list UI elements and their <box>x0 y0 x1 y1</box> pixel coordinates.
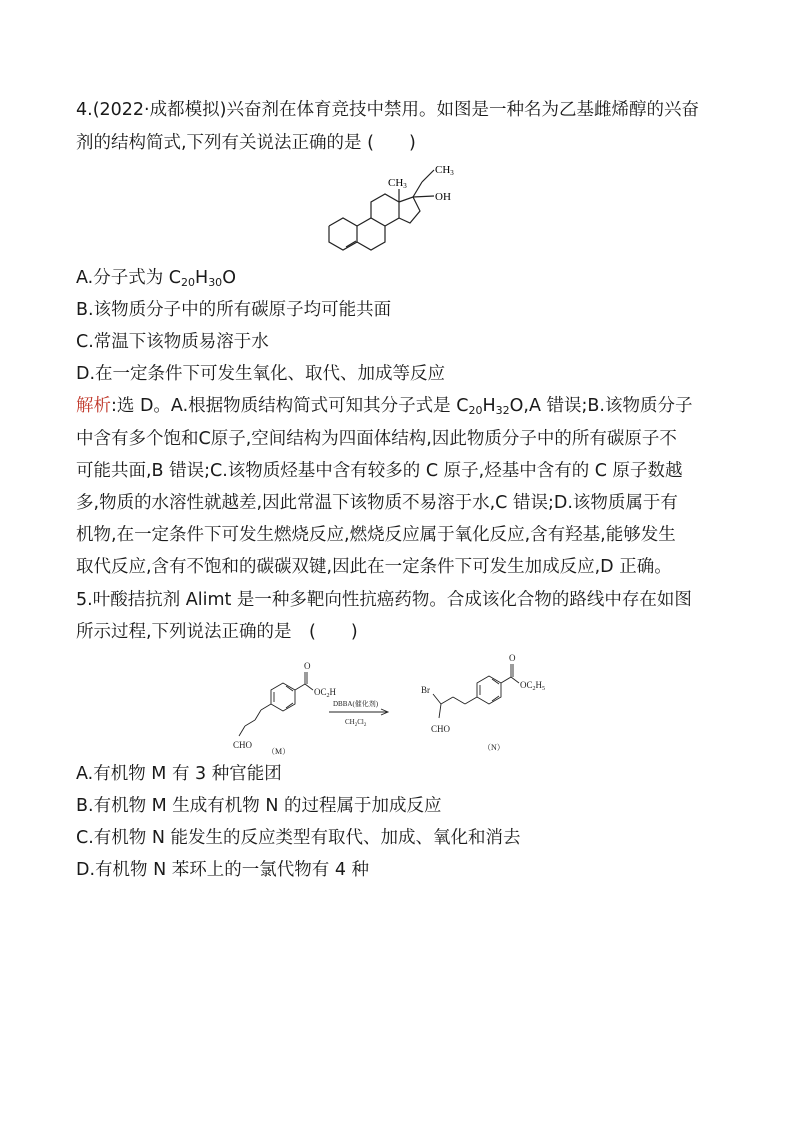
q5-option-c: C.有机物 N 能发生的反应类型有取代、加成、氧化和消去 <box>76 828 521 848</box>
q4-option-d: D.在一定条件下可发生氧化、取代、加成等反应 <box>76 364 446 384</box>
q5-option-d: D.有机物 N 苯环上的一氯代物有 4 种 <box>76 860 370 880</box>
q4-option-a: A.分子式为 $C_{20}H_{30}O$ <box>76 268 236 289</box>
n-ester-label: $OC_2H_5$ <box>520 680 546 692</box>
n-compound-label: （N） <box>483 743 505 752</box>
answer-label: 解析 <box>76 396 111 416</box>
m-carbonyl-o-label: O <box>304 661 311 671</box>
arrow-reagent-top: DBBA(催化剂) <box>333 700 379 708</box>
n-cho-label: CHO <box>431 724 451 734</box>
q4-answer-line-3: 可能共面,B 错误;C.该物质烃基中含有较多的 C 原子,烃基中含有的 C 原子数越 <box>76 461 683 481</box>
q4-answer-line-4: 多,物质的水溶性就越差,因此常温下该物质不易溶于水,C 错误;D.该物质属于有 <box>76 493 678 513</box>
ch3-top-label: CH3 <box>435 164 454 177</box>
q4-answer-line-2: 中含有多个饱和C原子,空间结构为四面体结构,因此物质分子中的所有碳原子不 <box>76 429 677 449</box>
m-ester-label: $OC_2H$ <box>314 687 337 699</box>
ch3-left-label: CH3 <box>388 177 407 190</box>
arrow-reagent-bottom: $CH_2Cl_2$ <box>345 718 367 728</box>
q4-answer-line-1: 解析:选 D。A.根据物质结构简式可知其分子式是 $C_{20}H_{32}O,A$ 错误;B.该物质分子 <box>76 396 693 417</box>
q4-answer-line-6: 取代反应,含有不饱和的碳碳双键,因此在一定条件下可发生加成反应,D 正确。 <box>76 557 672 577</box>
q4-option-b: B.该物质分子中的所有碳原子均可能共面 <box>76 300 392 320</box>
q4-stem-line-1: 4.(2022·成都模拟)兴奋剂在体育竞技中禁用。如图是一种名为乙基雌烯醇的兴奋 <box>76 100 699 120</box>
q5-option-a: A.有机物 M 有 3 种官能团 <box>76 764 282 784</box>
n-carbonyl-o-label: O <box>509 653 516 663</box>
q4-answer-line-5: 机物,在一定条件下可发生燃烧反应,燃烧反应属于氧化反应,含有羟基,能够发生 <box>76 525 676 545</box>
q4-stem-line-2: 剂的结构简式,下列有关说法正确的是 ( ) <box>76 133 416 153</box>
oh-label: OH <box>435 191 451 203</box>
q5-option-b: B.有机物 M 生成有机物 N 的过程属于加成反应 <box>76 796 442 816</box>
m-compound-label: （M） <box>267 747 291 756</box>
q5-stem-line-2: 所示过程,下列说法正确的是 ( ) <box>76 622 358 642</box>
n-br-label: Br <box>421 685 430 695</box>
m-cho-label: CHO <box>233 740 253 750</box>
reaction-scheme-diagram <box>225 650 570 758</box>
q5-stem-line-1: 5.叶酸拮抗剂 Alimt 是一种多靶向性抗癌药物。合成该化合物的路线中存在如图 <box>76 590 692 610</box>
steroid-structure-diagram <box>322 156 472 262</box>
q4-option-c: C.常温下该物质易溶于水 <box>76 332 269 352</box>
